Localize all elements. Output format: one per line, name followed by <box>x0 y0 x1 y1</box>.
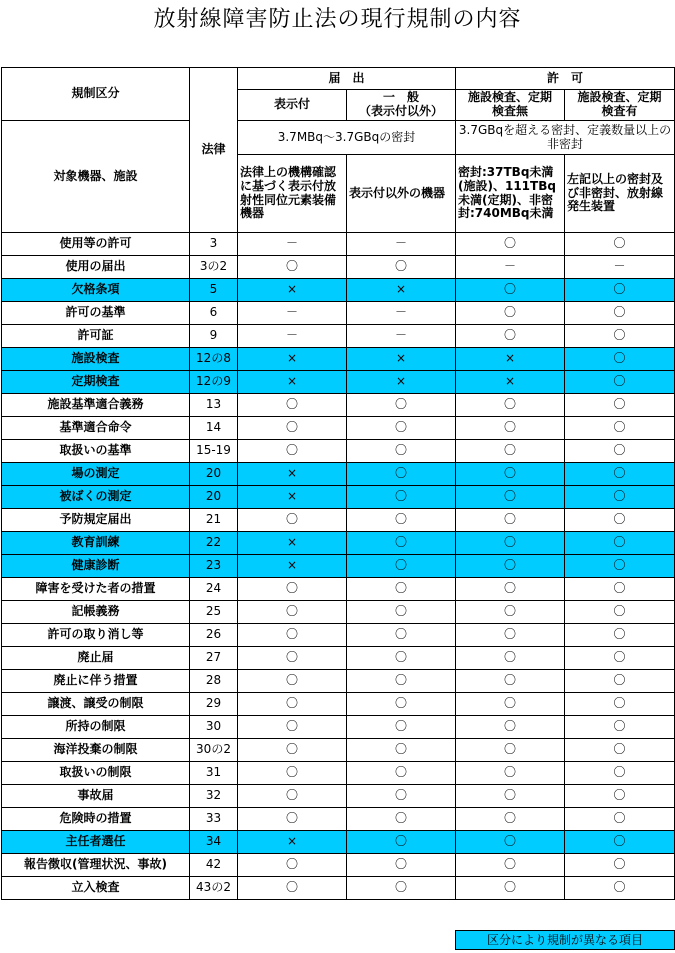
target-insp-none: 密封:37TBq未満(施設)、111TBq未満(定期)、非密封:740MBq未満 <box>456 155 565 233</box>
row-insp-none: 〇 <box>456 624 565 647</box>
row-insp-yes: 〇 <box>565 854 675 877</box>
row-general: 〇 <box>347 647 456 670</box>
table-row <box>2 601 675 624</box>
row-law: 6 <box>190 302 238 325</box>
row-insp-none: 〇 <box>456 463 565 486</box>
row-item: 教育訓練 <box>2 532 190 555</box>
row-general: 〇 <box>347 417 456 440</box>
category-header: 規制区分 <box>2 68 190 121</box>
row-item: 立入検査 <box>2 877 190 900</box>
row-item: 海洋投棄の制限 <box>2 739 190 762</box>
row-insp-yes: 〇 <box>565 394 675 417</box>
row-item: 主任者選任 <box>2 831 190 854</box>
row-item: 譲渡、譲受の制限 <box>2 693 190 716</box>
row-law: 5 <box>190 279 238 302</box>
row-law: 34 <box>190 831 238 854</box>
row-insp-yes: 〇 <box>565 739 675 762</box>
row-labeled: × <box>238 555 347 578</box>
table-row <box>2 578 675 601</box>
table-row <box>2 762 675 785</box>
row-labeled: － <box>238 233 347 256</box>
row-law: 22 <box>190 532 238 555</box>
target-insp-yes: 左記以上の密封及び非密封、放射線発生装置 <box>565 155 675 233</box>
labeled-header: 表示付 <box>238 90 347 121</box>
row-law: 21 <box>190 509 238 532</box>
table-row <box>2 440 675 463</box>
target-header: 対象機器、施設 <box>2 121 190 233</box>
row-general: 〇 <box>347 509 456 532</box>
legend-highlight: 区分により規制が異なる項目 <box>455 930 675 950</box>
row-insp-none: 〇 <box>456 509 565 532</box>
row-insp-yes: 〇 <box>565 808 675 831</box>
table-row <box>2 808 675 831</box>
row-law: 24 <box>190 578 238 601</box>
table-row <box>2 302 675 325</box>
row-law: 30 <box>190 716 238 739</box>
row-general: － <box>347 233 456 256</box>
law-header: 法律 <box>190 68 238 233</box>
row-labeled: 〇 <box>238 440 347 463</box>
row-insp-none: 〇 <box>456 302 565 325</box>
row-item: 記帳義務 <box>2 601 190 624</box>
row-labeled: 〇 <box>238 647 347 670</box>
row-insp-none: 〇 <box>456 670 565 693</box>
row-item: 使用等の許可 <box>2 233 190 256</box>
table-row <box>2 555 675 578</box>
row-general: 〇 <box>347 555 456 578</box>
row-insp-yes: 〇 <box>565 624 675 647</box>
row-insp-yes: 〇 <box>565 578 675 601</box>
row-labeled: 〇 <box>238 256 347 279</box>
row-general: － <box>347 325 456 348</box>
range-notify: 3.7MBq～3.7GBqの密封 <box>238 121 456 155</box>
row-insp-yes: 〇 <box>565 670 675 693</box>
row-insp-none: 〇 <box>456 785 565 808</box>
row-insp-none: 〇 <box>456 555 565 578</box>
row-insp-none: 〇 <box>456 877 565 900</box>
table-row <box>2 256 675 279</box>
general-header: 一 般 （表示付以外） <box>347 90 456 121</box>
table-row <box>2 532 675 555</box>
table-row <box>2 647 675 670</box>
row-law: 30の2 <box>190 739 238 762</box>
row-insp-yes: 〇 <box>565 762 675 785</box>
row-general: 〇 <box>347 831 456 854</box>
row-insp-none: 〇 <box>456 532 565 555</box>
row-law: 33 <box>190 808 238 831</box>
table-row <box>2 716 675 739</box>
row-item: 欠格条項 <box>2 279 190 302</box>
row-labeled: 〇 <box>238 762 347 785</box>
row-general: 〇 <box>347 739 456 762</box>
row-general: 〇 <box>347 693 456 716</box>
table-row <box>2 785 675 808</box>
row-labeled: × <box>238 279 347 302</box>
row-insp-yes: 〇 <box>565 716 675 739</box>
row-general: 〇 <box>347 486 456 509</box>
row-insp-none: 〇 <box>456 854 565 877</box>
row-general: 〇 <box>347 578 456 601</box>
row-general: 〇 <box>347 877 456 900</box>
row-law: 15-19 <box>190 440 238 463</box>
row-general: 〇 <box>347 624 456 647</box>
row-insp-yes: 〇 <box>565 785 675 808</box>
row-law: 13 <box>190 394 238 417</box>
table-row <box>2 371 675 394</box>
row-item: 許可の取り消し等 <box>2 624 190 647</box>
row-labeled: － <box>238 302 347 325</box>
row-law: 20 <box>190 463 238 486</box>
row-insp-none: 〇 <box>456 831 565 854</box>
row-labeled: 〇 <box>238 578 347 601</box>
row-item: 被ばくの測定 <box>2 486 190 509</box>
row-item: 報告徴収(管理状況、事故) <box>2 854 190 877</box>
table-row <box>2 394 675 417</box>
row-labeled: × <box>238 348 347 371</box>
row-insp-none: 〇 <box>456 601 565 624</box>
notification-header: 届 出 <box>238 68 456 90</box>
row-item: 許可の基準 <box>2 302 190 325</box>
row-item: 廃止に伴う措置 <box>2 670 190 693</box>
row-law: 25 <box>190 601 238 624</box>
row-labeled: × <box>238 463 347 486</box>
row-insp-yes: 〇 <box>565 233 675 256</box>
table-row <box>2 417 675 440</box>
row-insp-yes: 〇 <box>565 693 675 716</box>
row-labeled: × <box>238 532 347 555</box>
row-insp-none: 〇 <box>456 417 565 440</box>
row-item: 予防規定届出 <box>2 509 190 532</box>
row-item: 危険時の措置 <box>2 808 190 831</box>
row-general: 〇 <box>347 716 456 739</box>
row-item: 使用の届出 <box>2 256 190 279</box>
row-insp-yes: － <box>565 256 675 279</box>
row-labeled: 〇 <box>238 693 347 716</box>
row-item: 取扱いの制限 <box>2 762 190 785</box>
page-title: 放射線障害防止法の現行規制の内容 <box>153 7 522 32</box>
row-item: 廃止届 <box>2 647 190 670</box>
row-labeled: 〇 <box>238 624 347 647</box>
row-law: 23 <box>190 555 238 578</box>
row-insp-yes: 〇 <box>565 325 675 348</box>
table-row <box>2 831 675 854</box>
row-item: 施設基準適合義務 <box>2 394 190 417</box>
row-insp-yes: 〇 <box>565 348 675 371</box>
table-row <box>2 877 675 900</box>
row-insp-none: 〇 <box>456 325 565 348</box>
row-labeled: 〇 <box>238 670 347 693</box>
row-labeled: － <box>238 325 347 348</box>
row-general: 〇 <box>347 440 456 463</box>
row-law: 12の9 <box>190 371 238 394</box>
row-general: 〇 <box>347 394 456 417</box>
table-row <box>2 624 675 647</box>
row-insp-none: 〇 <box>456 486 565 509</box>
table-row <box>2 854 675 877</box>
row-labeled: 〇 <box>238 808 347 831</box>
row-insp-none: 〇 <box>456 440 565 463</box>
row-insp-yes: 〇 <box>565 440 675 463</box>
row-general: 〇 <box>347 762 456 785</box>
row-insp-yes: 〇 <box>565 877 675 900</box>
row-item: 健康診断 <box>2 555 190 578</box>
row-law: 12の8 <box>190 348 238 371</box>
table-row <box>2 325 675 348</box>
row-item: 事故届 <box>2 785 190 808</box>
row-law: 26 <box>190 624 238 647</box>
table-row <box>2 693 675 716</box>
row-labeled: 〇 <box>238 716 347 739</box>
row-item: 障害を受けた者の措置 <box>2 578 190 601</box>
row-law: 31 <box>190 762 238 785</box>
row-insp-yes: 〇 <box>565 532 675 555</box>
row-labeled: × <box>238 486 347 509</box>
row-general: 〇 <box>347 854 456 877</box>
row-insp-none: 〇 <box>456 578 565 601</box>
table-row <box>2 348 675 371</box>
permission-header: 許 可 <box>456 68 675 90</box>
target-general: 表示付以外の機器 <box>347 155 456 233</box>
row-general: 〇 <box>347 601 456 624</box>
row-law: 28 <box>190 670 238 693</box>
table-row <box>2 279 675 302</box>
row-insp-none: 〇 <box>456 279 565 302</box>
row-law: 27 <box>190 647 238 670</box>
row-insp-yes: 〇 <box>565 417 675 440</box>
row-law: 14 <box>190 417 238 440</box>
row-labeled: 〇 <box>238 417 347 440</box>
insp-none-header: 施設検査、定期 検査無 <box>456 90 565 121</box>
row-law: 32 <box>190 785 238 808</box>
row-insp-none: 〇 <box>456 647 565 670</box>
row-insp-yes: 〇 <box>565 279 675 302</box>
row-labeled: 〇 <box>238 877 347 900</box>
row-insp-none: × <box>456 348 565 371</box>
row-item: 許可証 <box>2 325 190 348</box>
table-row <box>2 509 675 532</box>
row-general: 〇 <box>347 670 456 693</box>
row-law: 9 <box>190 325 238 348</box>
row-insp-yes: 〇 <box>565 486 675 509</box>
row-item: 所持の制限 <box>2 716 190 739</box>
row-item: 場の測定 <box>2 463 190 486</box>
table-row <box>2 233 675 256</box>
row-labeled: 〇 <box>238 854 347 877</box>
row-general: 〇 <box>347 256 456 279</box>
row-insp-yes: 〇 <box>565 463 675 486</box>
row-law: 42 <box>190 854 238 877</box>
row-general: 〇 <box>347 785 456 808</box>
row-item: 取扱いの基準 <box>2 440 190 463</box>
row-general: × <box>347 279 456 302</box>
row-general: － <box>347 302 456 325</box>
table-row <box>2 739 675 762</box>
insp-yes-header: 施設検査、定期 検査有 <box>565 90 675 121</box>
row-labeled: 〇 <box>238 601 347 624</box>
row-insp-yes: 〇 <box>565 647 675 670</box>
row-law: 20 <box>190 486 238 509</box>
row-labeled: × <box>238 371 347 394</box>
row-insp-yes: 〇 <box>565 302 675 325</box>
row-law: 29 <box>190 693 238 716</box>
row-insp-none: 〇 <box>456 762 565 785</box>
row-insp-none: 〇 <box>456 716 565 739</box>
row-general: 〇 <box>347 808 456 831</box>
row-insp-yes: 〇 <box>565 555 675 578</box>
row-insp-none: 〇 <box>456 233 565 256</box>
row-general: 〇 <box>347 532 456 555</box>
row-law: 43の2 <box>190 877 238 900</box>
row-labeled: 〇 <box>238 739 347 762</box>
row-insp-none: 〇 <box>456 693 565 716</box>
row-insp-none: － <box>456 256 565 279</box>
row-insp-yes: 〇 <box>565 371 675 394</box>
row-labeled: 〇 <box>238 509 347 532</box>
target-labeled: 法律上の機構確認に基づく表示付放射性同位元素装備機器 <box>238 155 347 233</box>
row-item: 定期検査 <box>2 371 190 394</box>
row-insp-none: 〇 <box>456 808 565 831</box>
row-general: 〇 <box>347 463 456 486</box>
row-insp-none: 〇 <box>456 394 565 417</box>
row-general: × <box>347 348 456 371</box>
row-insp-yes: 〇 <box>565 601 675 624</box>
row-item: 施設検査 <box>2 348 190 371</box>
range-permit: 3.7GBqを超える密封、定義数量以上の非密封 <box>456 121 675 155</box>
row-insp-none: × <box>456 371 565 394</box>
row-item: 基準適合命令 <box>2 417 190 440</box>
table-row <box>2 486 675 509</box>
row-labeled: 〇 <box>238 394 347 417</box>
table-row <box>2 463 675 486</box>
row-insp-yes: 〇 <box>565 509 675 532</box>
row-labeled: 〇 <box>238 785 347 808</box>
row-general: × <box>347 371 456 394</box>
regulation-table <box>1 67 675 900</box>
row-insp-yes: 〇 <box>565 831 675 854</box>
row-law: 3の2 <box>190 256 238 279</box>
row-labeled: × <box>238 831 347 854</box>
row-insp-none: 〇 <box>456 739 565 762</box>
row-law: 3 <box>190 233 238 256</box>
table-row <box>2 670 675 693</box>
